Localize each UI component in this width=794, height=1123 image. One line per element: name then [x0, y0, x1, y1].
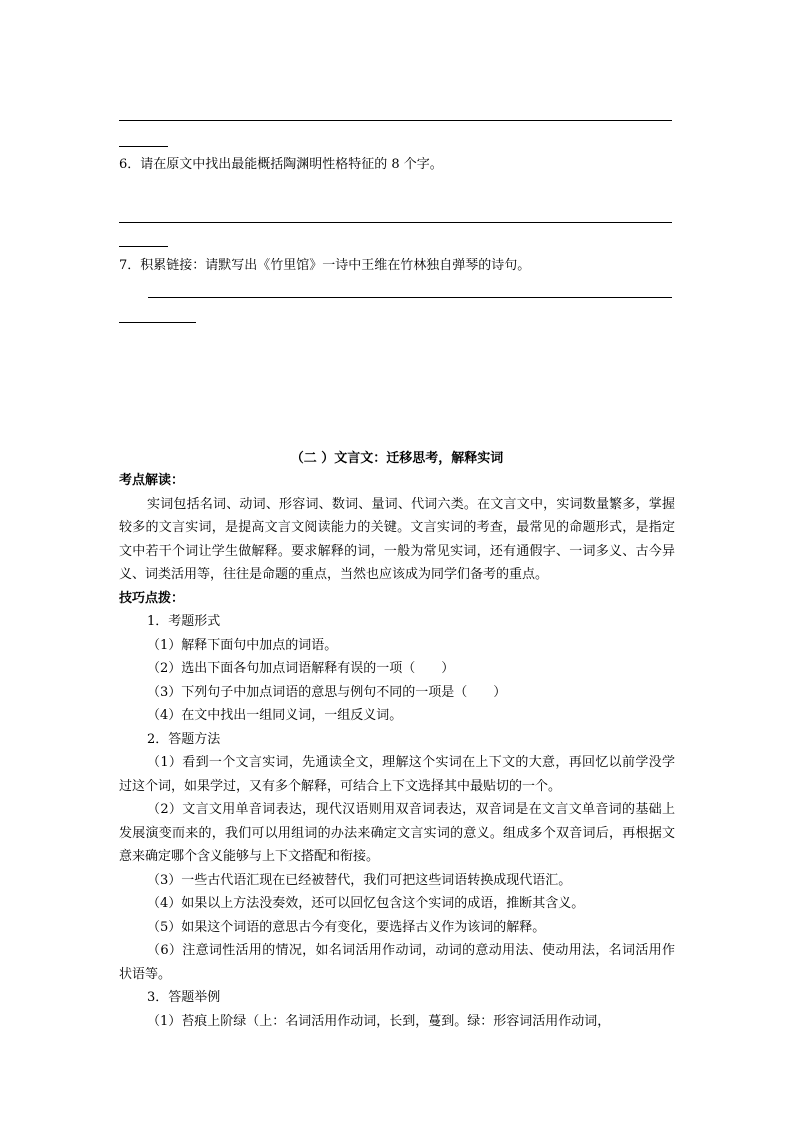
list-item: （4）在文中找出一组同义词，一组反义词。 [147, 708, 403, 723]
question-7: 7．积累链接：请默写出《竹里馆》一诗中王维在竹林独自弹琴的诗句。 [119, 258, 531, 273]
list-item: （2）选出下面各句加点词语解释有误的一项（ ） [147, 661, 455, 676]
answer-line-tail[interactable] [119, 246, 168, 247]
list-item: （3）一些古代语汇现在已经被替代，我们可把这些词语转换成现代语汇。 [147, 872, 572, 888]
list-item: （1）解释下面句中加点的词语。 [147, 637, 338, 653]
subsection-heading: 1．考题形式 [147, 614, 221, 629]
list-item: （6）注意词性活用的情况，如名词活用作动词，动词的意动用法、使动用法，名词活用作状语等。 [119, 943, 675, 982]
section-title: （二 ）文言文：迁移思考，解释实词 [290, 451, 504, 466]
list-item: （4）如果以上方法没奏效，还可以回忆包含这个实词的成语，推断其含义。 [147, 896, 585, 911]
jiqiao-heading: 技巧点拨： [119, 590, 185, 606]
answer-line-tail[interactable] [119, 322, 196, 323]
question-6: 6．请在原文中找出最能概括陶渊明性格特征的 8 个字。 [119, 157, 443, 172]
list-item: （5）如果这个词语的意思古今有变化，要选择古义作为该词的解释。 [147, 919, 546, 935]
list-item: （3）下列句子中加点词语的意思与例句不同的一项是（ ） [147, 684, 507, 700]
section-body [119, 469, 675, 1033]
list-item: （1）苔痕上阶绿（上：名词活用作动词，长到，蔓到。绿：形容词活用作动词， [147, 1013, 611, 1029]
answer-line[interactable] [148, 297, 672, 298]
kaodian-paragraph: 实词包括名词、动词、形容词、数词、量词、代词六类。在文言文中，实词数量繁多，掌握较多的文言实词，是提高文言文阅读能力的关键。文言实词的考查，最常见的命题形式，是指定文中若干个词让学生做解释。要求解释的词，一般为常见实词，还有通假字、一词多义、古今异义、词类活用等，往往是命题的重点，当然也应该成为同学们备考的重点。 [119, 496, 675, 582]
list-item: （1）看到一个文言实词，先通读全文，理解这个实词在上下文的大意，再回忆以前学没学过这个词，如果学过，又有多个解释，可结合上下文选择其中最贴切的一个。 [119, 755, 675, 794]
answer-line[interactable] [119, 120, 672, 121]
list-item: （2）文言文用单音词表达，现代汉语则用双音词表达，双音词是在文言文单音词的基础上发展演变而来的，我们可以用组词的办法来确定文言实词的意义。组成多个双音词后，再根据文意来确定哪个含义能够与上下文搭配和衔接。 [119, 802, 675, 864]
kaodian-heading: 考点解读： [119, 473, 185, 488]
subsection-heading: 2．答题方法 [147, 731, 221, 747]
answer-line[interactable] [119, 222, 672, 223]
subsection-heading: 3．答题举例 [147, 990, 221, 1005]
answer-line-tail[interactable] [119, 146, 168, 147]
